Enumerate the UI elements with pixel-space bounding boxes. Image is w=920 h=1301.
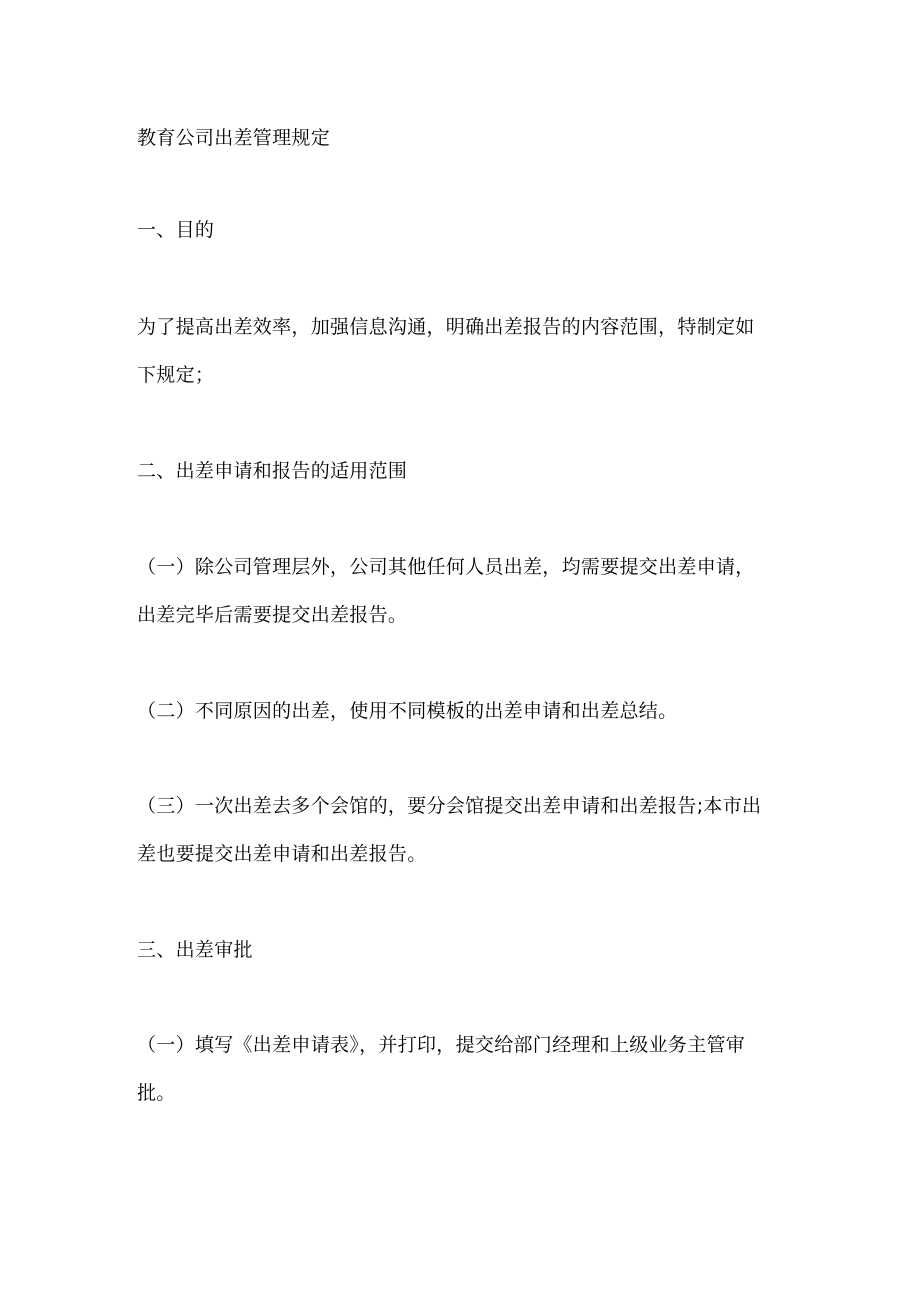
section-heading-scope: 二、出差申请和报告的适用范围 bbox=[137, 460, 408, 482]
paragraph-line: （三）一次出差去多个会馆的，要分会馆提交出差申请和出差报告;本市出 bbox=[137, 795, 762, 817]
paragraph-line: 差也要提交出差申请和出差报告。 bbox=[137, 843, 427, 865]
paragraph-line: 出差完毕后需要提交出差报告。 bbox=[137, 604, 408, 626]
paragraph-line: （一）除公司管理层外，公司其他任何人员出差，均需要提交出差申请， bbox=[137, 556, 755, 578]
section-heading-purpose: 一、目的 bbox=[137, 219, 215, 241]
paragraph-line: 为了提高出差效率，加强信息沟通，明确出差报告的内容范围，特制定如 bbox=[137, 316, 755, 338]
document-title: 教育公司出差管理规定 bbox=[137, 127, 331, 149]
paragraph-line: 批。 bbox=[137, 1082, 176, 1104]
section-heading-approval: 三、出差审批 bbox=[137, 939, 253, 961]
paragraph-line: （一）填写《出差申请表》，并打印，提交给部门经理和上级业务主管审 bbox=[137, 1034, 746, 1056]
paragraph-line: （二）不同原因的出差，使用不同模板的出差申请和出差总结。 bbox=[137, 700, 678, 722]
paragraph-line: 下规定； bbox=[137, 364, 215, 386]
